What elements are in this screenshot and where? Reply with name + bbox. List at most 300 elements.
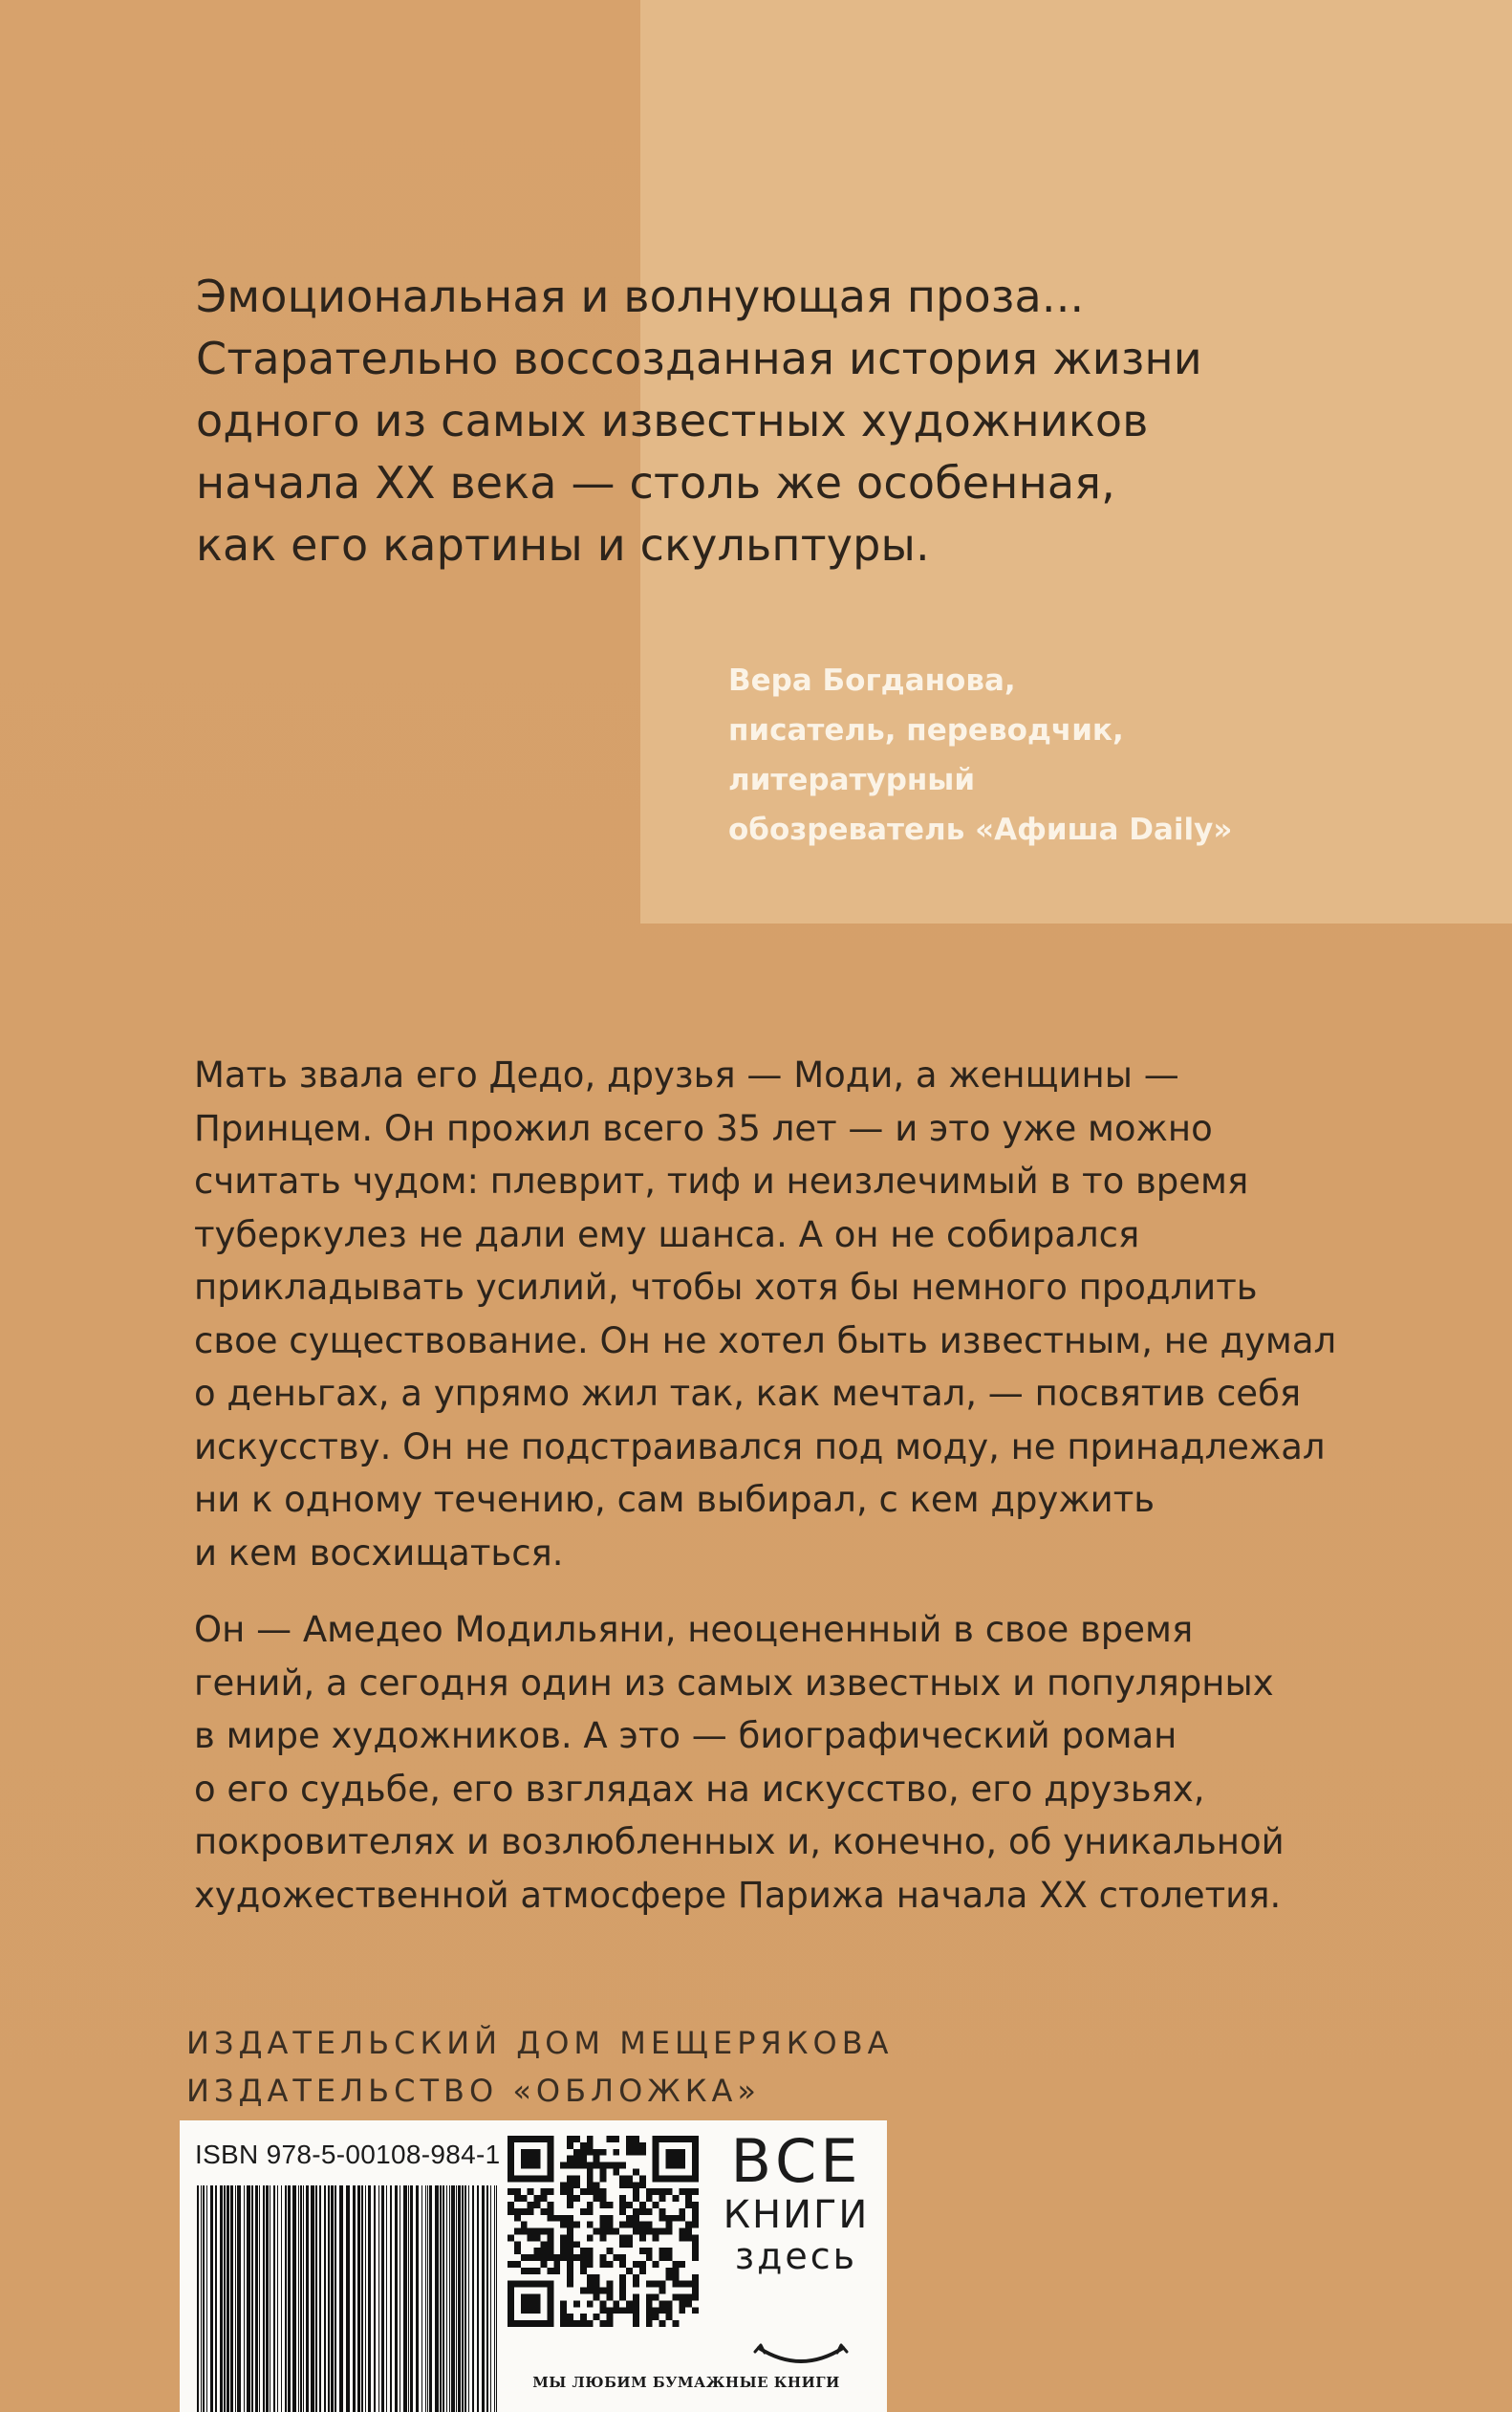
- qr-module: [560, 2215, 567, 2222]
- barcode-bar: [425, 2185, 426, 2412]
- qr-module: [573, 2162, 580, 2169]
- qr-module: [606, 2215, 613, 2222]
- qr-module: [560, 2182, 567, 2188]
- qr-module: [639, 2222, 646, 2228]
- tagline: МЫ ЛЮБИМ БУМАЖНЫЕ КНИГИ: [532, 2374, 840, 2391]
- qr-module: [587, 2288, 594, 2294]
- qr-module: [633, 2208, 639, 2215]
- qr-module: [679, 2281, 685, 2288]
- qr-module: [534, 2248, 541, 2254]
- publisher-line-1: ИЗДАТЕЛЬСКИЙ ДОМ МЕЩЕРЯКОВА: [186, 2025, 894, 2061]
- qr-module: [666, 2274, 673, 2281]
- qr-module: [633, 2261, 639, 2268]
- qr-module: [685, 2202, 692, 2208]
- qr-module: [528, 2268, 534, 2274]
- text-line: Он — Амедео Модильяни, неоцененный в свое время: [194, 1609, 1194, 1650]
- qr-module: [679, 2215, 685, 2222]
- qr-module: [600, 2254, 607, 2261]
- qr-module: [619, 2162, 626, 2169]
- qr-module: [521, 2208, 528, 2215]
- text-line: прикладывать усилий, чтобы хотя бы немного продлить: [194, 1267, 1258, 1308]
- qr-module: [567, 2215, 573, 2222]
- barcode-bar: [408, 2185, 409, 2412]
- qr-module: [567, 2274, 573, 2281]
- qr-module: [619, 2294, 626, 2301]
- qr-module: [672, 2320, 679, 2327]
- qr-module: [560, 2320, 567, 2327]
- qr-module: [534, 2254, 541, 2261]
- barcode-bar: [435, 2185, 439, 2412]
- qr-module: [639, 2202, 646, 2208]
- qr-module: [646, 2307, 653, 2314]
- promo-small: здесь: [734, 2235, 858, 2277]
- barcode-bar: [449, 2185, 450, 2412]
- qr-module: [639, 2234, 646, 2241]
- qr-module: [619, 2202, 626, 2208]
- qr-module: [534, 2228, 541, 2235]
- barcode-bar: [306, 2185, 309, 2412]
- qr-module: [653, 2281, 659, 2288]
- qr-module: [600, 2175, 607, 2182]
- qr-module: [639, 2268, 646, 2274]
- barcode-bar: [368, 2185, 371, 2412]
- barcode-bar: [230, 2185, 233, 2412]
- qr-module: [672, 2294, 679, 2301]
- qr-module: [573, 2320, 580, 2327]
- qr-module: [639, 2228, 646, 2235]
- barcode-bar: [458, 2185, 461, 2412]
- qr-module: [600, 2202, 607, 2208]
- qr-module: [567, 2254, 573, 2261]
- qr-module: [659, 2215, 666, 2222]
- barcode-bar: [303, 2185, 304, 2412]
- qr-module: [633, 2222, 639, 2228]
- qr-module: [547, 2202, 553, 2208]
- qr-module: [679, 2294, 685, 2301]
- barcode-bar: [374, 2185, 376, 2412]
- qr-module: [587, 2248, 594, 2254]
- qr-module: [514, 2215, 521, 2222]
- barcode-icon: [195, 2185, 501, 2412]
- qr-module: [528, 2188, 534, 2195]
- qr-module: [580, 2268, 587, 2274]
- qr-module: [659, 2320, 666, 2327]
- barcode-bar: [277, 2185, 278, 2412]
- qr-module: [573, 2136, 580, 2142]
- qr-module: [619, 2281, 626, 2288]
- barcode-bar: [331, 2185, 334, 2412]
- qr-module: [600, 2222, 607, 2228]
- qr-module: [646, 2195, 653, 2202]
- qr-module: [567, 2162, 573, 2169]
- barcode-bar: [315, 2185, 317, 2412]
- qr-module: [692, 2202, 699, 2208]
- qr-module: [619, 2222, 626, 2228]
- qr-module: [587, 2202, 594, 2208]
- qr-module: [692, 2241, 699, 2248]
- qr-module: [606, 2162, 613, 2169]
- qr-module: [659, 2188, 666, 2195]
- qr-module: [587, 2208, 594, 2215]
- barcode-bar: [416, 2185, 419, 2412]
- text-line: ни к одному течению, сам выбирал, с кем дружить: [194, 1479, 1156, 1520]
- barcode-bar: [311, 2185, 314, 2412]
- qr-module: [606, 2136, 613, 2142]
- qr-module: [580, 2288, 587, 2294]
- qr-module: [626, 2268, 633, 2274]
- text-line: о деньгах, а упрямо жил так, как мечтал, — посвятив себя: [194, 1373, 1302, 1414]
- qr-module: [514, 2248, 521, 2254]
- text-line: гений, а сегодня один из самых известных и популярных: [194, 1662, 1274, 1704]
- barcode-bar: [353, 2185, 356, 2412]
- qr-module: [508, 2202, 514, 2208]
- qr-module: [672, 2281, 679, 2288]
- qr-module: [534, 2268, 541, 2274]
- barcode-bar: [446, 2185, 447, 2412]
- qr-module: [626, 2307, 633, 2314]
- qr-module: [514, 2241, 521, 2248]
- barcode-bar: [429, 2185, 432, 2412]
- qr-module: [606, 2320, 613, 2327]
- qr-module: [646, 2188, 653, 2195]
- qr-module: [653, 2314, 659, 2320]
- qr-module: [659, 2228, 666, 2235]
- qr-module: [626, 2182, 633, 2188]
- barcode-bar: [224, 2185, 226, 2412]
- barcode-bar: [247, 2185, 250, 2412]
- barcode-bar: [259, 2185, 260, 2412]
- qr-module: [594, 2162, 600, 2169]
- qr-module: [587, 2222, 594, 2228]
- text-line: Принцем. Он прожил всего 35 лет — и это уже можно: [194, 1107, 1213, 1149]
- publisher-line-2: ИЗДАТЕЛЬСТВО «ОБЛОЖКА»: [186, 2073, 761, 2109]
- qr-module: [600, 2195, 607, 2202]
- description-paragraph-2: [194, 1603, 1389, 1922]
- all-books-promo: [710, 2128, 882, 2277]
- qr-module: [587, 2168, 594, 2175]
- qr-module: [567, 2222, 573, 2228]
- qr-module: [573, 2149, 580, 2156]
- qr-module: [679, 2188, 685, 2195]
- qr-module: [587, 2234, 594, 2241]
- qr-module: [508, 2208, 514, 2215]
- qr-module: [600, 2288, 607, 2294]
- qr-module: [633, 2136, 639, 2142]
- qr-module: [600, 2234, 607, 2241]
- qr-module: [521, 2195, 528, 2202]
- qr-module: [606, 2314, 613, 2320]
- barcode-bar: [378, 2185, 379, 2412]
- qr-module: [508, 2261, 514, 2268]
- barcode-bar: [357, 2185, 360, 2412]
- qr-module: [547, 2188, 553, 2195]
- qr-module: [613, 2228, 619, 2235]
- barcode-bar: [464, 2185, 466, 2412]
- attribution-line: писатель, переводчик,: [728, 713, 1124, 748]
- barcode-bar: [237, 2185, 241, 2412]
- barcode-bar: [390, 2185, 392, 2412]
- qr-module: [633, 2188, 639, 2195]
- qr-module: [666, 2215, 673, 2222]
- barcode-bar: [197, 2185, 199, 2412]
- qr-module: [606, 2288, 613, 2294]
- qr-module: [613, 2307, 619, 2314]
- qr-module: [567, 2202, 573, 2208]
- qr-module: [633, 2281, 639, 2288]
- barcode-bar: [361, 2185, 363, 2412]
- text-line: о его судьбе, его взглядах на искусство, его друзьях,: [194, 1768, 1205, 1810]
- qr-module: [606, 2228, 613, 2235]
- barcode-bar: [203, 2185, 205, 2412]
- qr-module: [540, 2188, 547, 2195]
- qr-module: [692, 2274, 699, 2281]
- qr-module: [633, 2142, 639, 2149]
- qr-module: [679, 2228, 685, 2235]
- qr-module: [646, 2228, 653, 2235]
- qr-module: [672, 2268, 679, 2274]
- barcode-bar: [255, 2185, 258, 2412]
- qr-module: [619, 2234, 626, 2241]
- qr-module: [580, 2314, 587, 2320]
- qr-module: [646, 2208, 653, 2215]
- qr-module: [580, 2320, 587, 2327]
- qr-module: [619, 2208, 626, 2215]
- qr-module: [633, 2320, 639, 2327]
- qr-module: [594, 2156, 600, 2162]
- qr-code-icon: [508, 2136, 699, 2327]
- text-line: свое существование. Он не хотел быть известным, не думал: [194, 1319, 1337, 1361]
- qr-module: [646, 2294, 653, 2301]
- qr-module: [692, 2215, 699, 2222]
- qr-module: [679, 2234, 685, 2241]
- qr-module: [567, 2228, 573, 2235]
- qr-module: [567, 2195, 573, 2202]
- qr-module: [594, 2182, 600, 2188]
- qr-module: [633, 2314, 639, 2320]
- qr-module: [692, 2288, 699, 2294]
- qr-module: [534, 2202, 541, 2208]
- barcode-bar: [227, 2185, 229, 2412]
- qr-module: [521, 2254, 528, 2261]
- barcode-bar: [395, 2185, 398, 2412]
- qr-module: [653, 2294, 659, 2301]
- text-line: художественной атмосфере Парижа начала XX столетия.: [194, 1874, 1282, 1916]
- qr-module: [692, 2208, 699, 2215]
- qr-module: [613, 2149, 619, 2156]
- barcode-bar: [300, 2185, 302, 2412]
- qr-module: [508, 2188, 514, 2195]
- qr-module: [639, 2261, 646, 2268]
- qr-module: [573, 2195, 580, 2202]
- qr-module: [514, 2208, 521, 2215]
- qr-module: [580, 2188, 587, 2195]
- qr-module: [573, 2222, 580, 2228]
- qr-module: [672, 2195, 679, 2202]
- qr-module: [540, 2208, 547, 2215]
- qr-module: [587, 2182, 594, 2188]
- qr-module: [594, 2294, 600, 2301]
- qr-module: [587, 2142, 594, 2149]
- barcode-bar: [201, 2185, 202, 2412]
- qr-module: [626, 2234, 633, 2241]
- attribution-line: обозреватель «Афиша Daily»: [728, 813, 1233, 847]
- qr-module: [587, 2281, 594, 2288]
- qr-module: [646, 2254, 653, 2261]
- qr-module: [606, 2294, 613, 2301]
- qr-module: [567, 2261, 573, 2268]
- qr-module: [619, 2261, 626, 2268]
- qr-module: [666, 2314, 673, 2320]
- barcode-bar: [490, 2185, 491, 2412]
- qr-module: [619, 2274, 626, 2281]
- barcode-bar: [486, 2185, 488, 2412]
- qr-module: [653, 2202, 659, 2208]
- text-line: и кем восхищаться.: [194, 1532, 564, 1574]
- qr-module: [560, 2241, 567, 2248]
- qr-module: [580, 2261, 587, 2268]
- barcode-bar: [482, 2185, 485, 2412]
- qr-module: [606, 2261, 613, 2268]
- qr-module: [646, 2222, 653, 2228]
- qr-module: [600, 2215, 607, 2222]
- qr-module: [659, 2281, 666, 2288]
- qr-module: [639, 2149, 646, 2156]
- qr-module: [587, 2300, 594, 2307]
- qr-module: [567, 2182, 573, 2188]
- qr-module: [626, 2175, 633, 2182]
- qr-module: [606, 2222, 613, 2228]
- qr-module: [692, 2188, 699, 2195]
- qr-module: [619, 2254, 626, 2261]
- qr-module: [600, 2188, 607, 2195]
- barcode-bar: [285, 2185, 287, 2412]
- qr-module: [560, 2300, 567, 2307]
- qr-module: [679, 2261, 685, 2268]
- qr-module: [633, 2294, 639, 2301]
- qr-module: [553, 2215, 560, 2222]
- text-line: искусству. Он не подстраивался под моду, не принадлежал: [194, 1425, 1326, 1467]
- barcode-bar: [328, 2185, 330, 2412]
- qr-module: [514, 2228, 521, 2235]
- qr-module: [534, 2195, 541, 2202]
- qr-module: [580, 2254, 587, 2261]
- qr-module: [567, 2175, 573, 2182]
- barcode-bar: [263, 2185, 265, 2412]
- qr-module: [606, 2307, 613, 2314]
- qr-module: [567, 2188, 573, 2195]
- qr-module: [560, 2314, 567, 2320]
- barcode-bar: [215, 2185, 217, 2412]
- qr-module: [692, 2248, 699, 2254]
- text-line: в мире художников. А это — биографический роман: [194, 1715, 1177, 1756]
- barcode-bar: [206, 2185, 207, 2412]
- qr-module: [666, 2268, 673, 2274]
- qr-module: [594, 2188, 600, 2195]
- qr-module: [580, 2162, 587, 2169]
- qr-module: [613, 2162, 619, 2169]
- qr-module: [560, 2188, 567, 2195]
- qr-module: [567, 2314, 573, 2320]
- qr-module: [685, 2281, 692, 2288]
- qr-finder-core: [521, 2294, 541, 2314]
- barcode-bar: [273, 2185, 275, 2412]
- qr-module: [646, 2314, 653, 2320]
- qr-module: [534, 2234, 541, 2241]
- qr-module: [685, 2294, 692, 2301]
- qr-module: [587, 2261, 594, 2268]
- qr-module: [692, 2307, 699, 2314]
- qr-module: [540, 2261, 547, 2268]
- qr-module: [613, 2254, 619, 2261]
- qr-module: [685, 2222, 692, 2228]
- qr-module: [626, 2149, 633, 2156]
- qr-module: [633, 2228, 639, 2235]
- qr-module: [633, 2300, 639, 2307]
- qr-module: [666, 2254, 673, 2261]
- qr-module: [646, 2248, 653, 2254]
- qr-module: [613, 2168, 619, 2175]
- qr-module: [685, 2188, 692, 2195]
- qr-module: [626, 2300, 633, 2307]
- qr-module: [626, 2202, 633, 2208]
- qr-module: [600, 2261, 607, 2268]
- barcode-bar: [443, 2185, 444, 2412]
- qr-module: [666, 2228, 673, 2235]
- qr-module: [692, 2294, 699, 2301]
- qr-module: [600, 2228, 607, 2235]
- qr-module: [567, 2320, 573, 2327]
- qr-module: [672, 2274, 679, 2281]
- qr-module: [514, 2195, 521, 2202]
- barcode-bar: [346, 2185, 350, 2412]
- qr-module: [587, 2274, 594, 2281]
- qr-module: [560, 2234, 567, 2241]
- qr-finder-core: [666, 2149, 686, 2169]
- qr-module: [528, 2234, 534, 2241]
- review-quote: [196, 266, 1343, 576]
- qr-module: [679, 2300, 685, 2307]
- qr-module: [573, 2254, 580, 2261]
- qr-module: [666, 2307, 673, 2314]
- qr-module: [580, 2149, 587, 2156]
- qr-module: [567, 2142, 573, 2149]
- isbn-label: ISBN 978-5-00108-984-1: [195, 2140, 501, 2169]
- barcode-bar: [251, 2185, 253, 2412]
- qr-module: [540, 2241, 547, 2248]
- qr-module: [613, 2136, 619, 2142]
- barcode-bar: [244, 2185, 245, 2412]
- qr-module: [685, 2195, 692, 2202]
- qr-module: [553, 2254, 560, 2261]
- qr-module: [633, 2307, 639, 2314]
- barcode-bar: [298, 2185, 299, 2412]
- qr-module: [600, 2307, 607, 2314]
- qr-module: [600, 2320, 607, 2327]
- barcode-bar: [281, 2185, 282, 2412]
- qr-module: [560, 2162, 567, 2169]
- qr-module: [547, 2254, 553, 2261]
- qr-finder-core: [521, 2149, 541, 2169]
- qr-module: [633, 2195, 639, 2202]
- quote-line: начала XX века — столь же особенная,: [196, 457, 1115, 509]
- qr-module: [580, 2142, 587, 2149]
- qr-module: [626, 2241, 633, 2248]
- smile-icon: [753, 2342, 849, 2367]
- qr-module: [594, 2149, 600, 2156]
- barcode-bar: [472, 2185, 474, 2412]
- qr-module: [633, 2182, 639, 2188]
- qr-module: [653, 2188, 659, 2195]
